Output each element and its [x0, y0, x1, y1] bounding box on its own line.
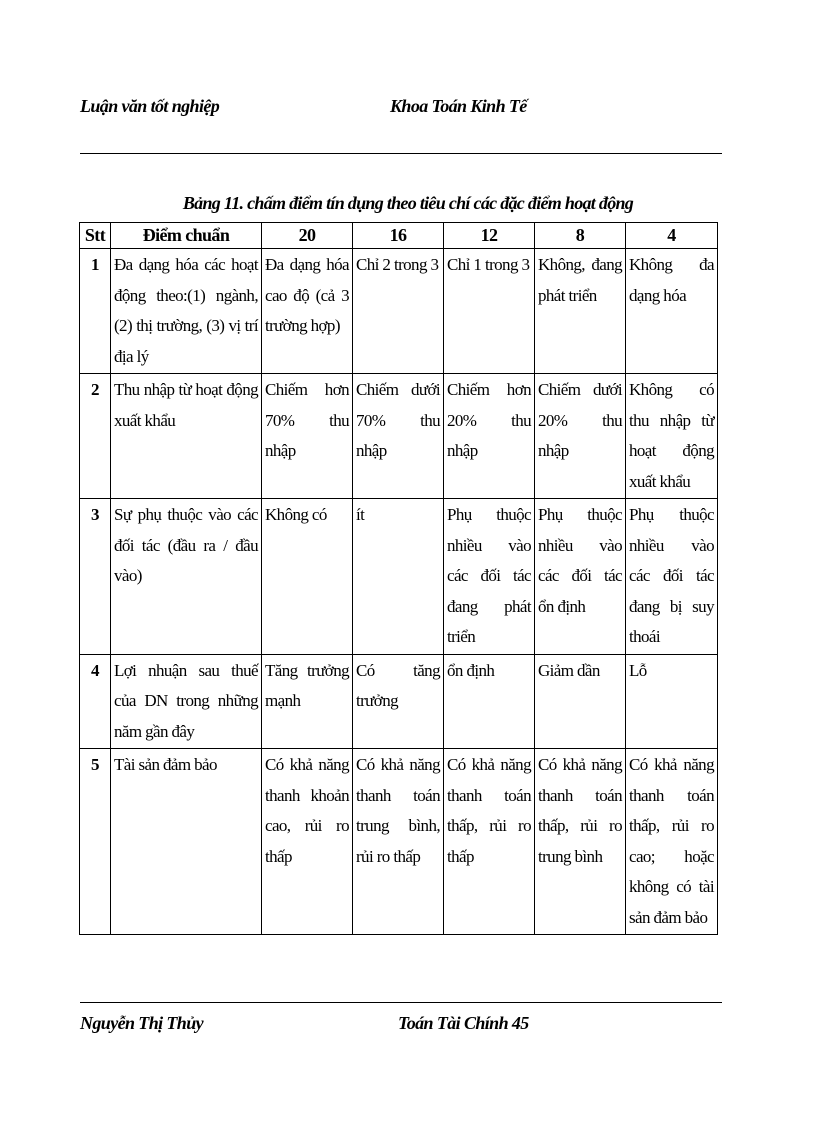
score-4-cell: Không có thu nhập từ hoạt động xuất khẩu: [626, 374, 718, 499]
criteria-cell: Sự phụ thuộc vào các đối tác (đầu ra / đầu vào): [111, 499, 262, 655]
table-row: [80, 499, 718, 655]
score-8-cell: Chiếm dưới 20% thu nhập: [535, 374, 626, 499]
score-4-cell: Không đa dạng hóa: [626, 249, 718, 374]
score-8-cell: Không, đang phát triển: [535, 249, 626, 374]
score-12-cell: Chiếm hơn 20% thu nhập: [444, 374, 535, 499]
table-caption: Bảng 11. chấm điểm tín dụng theo tiêu chí các đặc điểm hoạt động: [182, 193, 634, 213]
score-8-cell: Có khả năng thanh toán thấp, rủi ro trung bình: [535, 749, 626, 935]
score-16-cell: Có khả năng thanh toán trung bình, rủi ro thấp: [353, 749, 444, 935]
column-header-score-4: 4: [626, 223, 718, 249]
header-divider: [80, 153, 722, 154]
column-header-score-12: 12: [444, 223, 535, 249]
criteria-cell: Tài sản đảm bảo: [111, 749, 262, 935]
score-12-cell: Chỉ 1 trong 3: [444, 249, 535, 374]
score-4-cell: Lỗ: [626, 654, 718, 749]
score-20-cell: Không có: [262, 499, 353, 655]
score-8-cell: Giảm dần: [535, 654, 626, 749]
table-row: [80, 374, 718, 499]
footer-class: Toán Tài Chính 45: [398, 1013, 529, 1033]
score-4-cell: Có khả năng thanh toán thấp, rủi ro cao; hoặc không có tài sản đảm bảo: [626, 749, 718, 935]
criteria-cell: Đa dạng hóa các hoạt động theo:(1) ngành, (2) thị trường, (3) vị trí địa lý: [111, 249, 262, 374]
column-header-stt: Stt: [80, 223, 111, 249]
score-12-cell: Phụ thuộc nhiều vào các đối tác đang phát triển: [444, 499, 535, 655]
score-16-cell: Có tăng trưởng: [353, 654, 444, 749]
column-header-score-8: 8: [535, 223, 626, 249]
score-12-cell: Có khả năng thanh toán thấp, rủi ro thấp: [444, 749, 535, 935]
row-number: 5: [80, 749, 111, 935]
row-number: 4: [80, 654, 111, 749]
header-thesis-label: Luận văn tốt nghiệp: [80, 96, 220, 116]
score-20-cell: Chiếm hơn 70% thu nhập: [262, 374, 353, 499]
criteria-cell: Lợi nhuận sau thuế của DN trong những năm gần đây: [111, 654, 262, 749]
row-number: 2: [80, 374, 111, 499]
score-16-cell: Chiếm dưới 70% thu nhập: [353, 374, 444, 499]
score-12-cell: ổn định: [444, 654, 535, 749]
score-16-cell: ít: [353, 499, 444, 655]
score-20-cell: Đa dạng hóa cao độ (cả 3 trường hợp): [262, 249, 353, 374]
score-8-cell: Phụ thuộc nhiều vào các đối tác ổn định: [535, 499, 626, 655]
criteria-cell: Thu nhập từ hoạt động xuất khẩu: [111, 374, 262, 499]
score-4-cell: Phụ thuộc nhiều vào các đối tác đang bị suy thoái: [626, 499, 718, 655]
footer-author: Nguyễn Thị Thủy: [80, 1013, 204, 1033]
row-number: 3: [80, 499, 111, 655]
table-row: [80, 654, 718, 749]
column-header-score-20: 20: [262, 223, 353, 249]
table-row: [80, 249, 718, 374]
column-header-score-16: 16: [353, 223, 444, 249]
score-20-cell: Có khả năng thanh khoản cao, rủi ro thấp: [262, 749, 353, 935]
footer-divider: [80, 1002, 722, 1003]
column-header-criteria: Điểm chuẩn: [111, 223, 262, 249]
header-faculty-label: Khoa Toán Kinh Tế: [390, 96, 527, 116]
score-16-cell: Chỉ 2 trong 3: [353, 249, 444, 374]
scoring-table: [79, 222, 718, 935]
row-number: 1: [80, 249, 111, 374]
table-header-row: [80, 223, 718, 249]
score-20-cell: Tăng trưởng mạnh: [262, 654, 353, 749]
table-row: [80, 749, 718, 935]
